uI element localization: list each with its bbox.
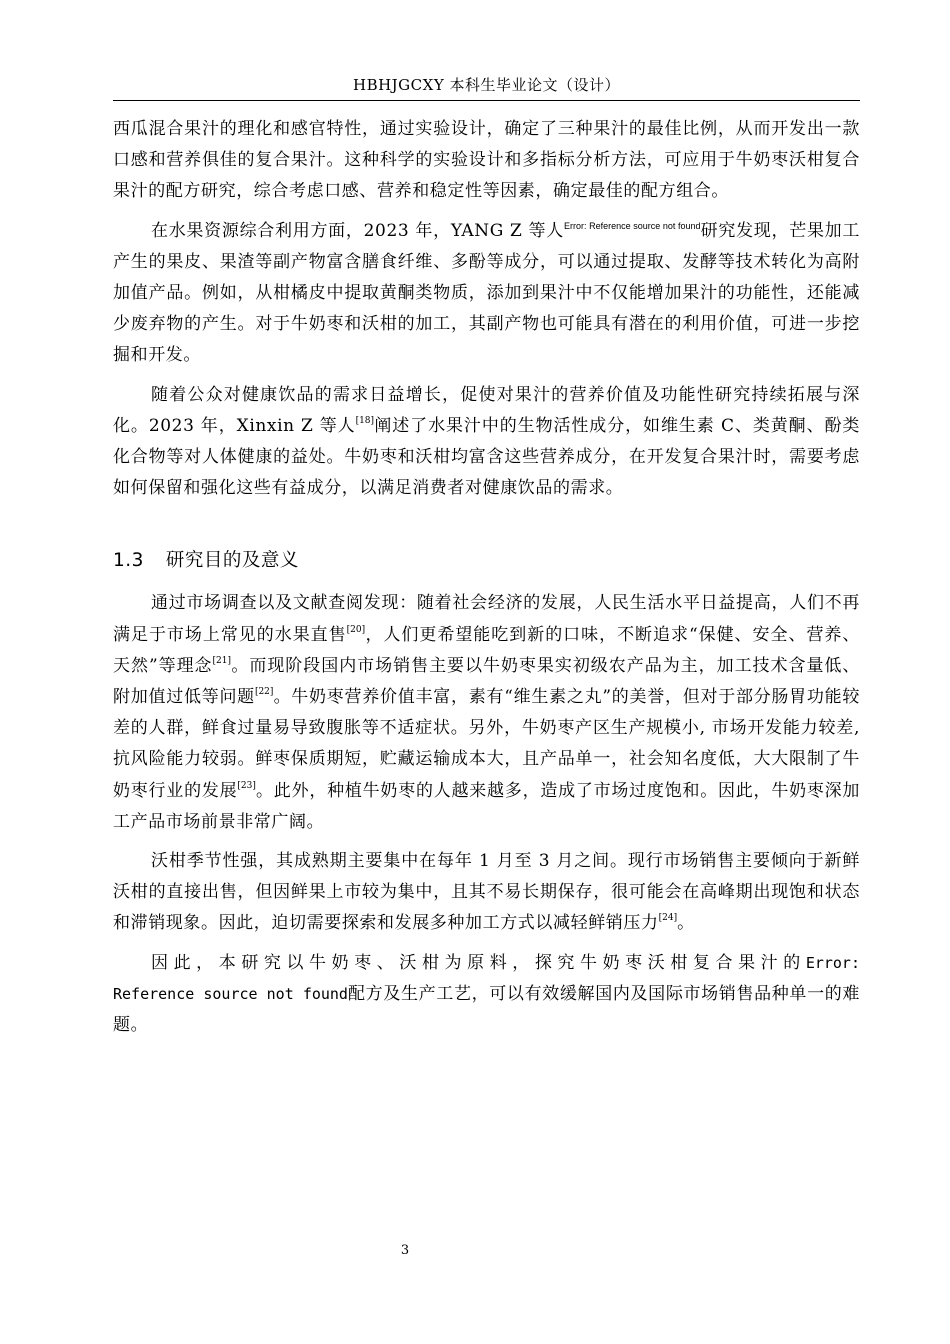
page-body (113, 114, 860, 1041)
section-heading (113, 546, 860, 576)
citation: [18] (355, 415, 375, 426)
paragraph-text: ，人们更希望能吃到新的口味，不断追求“保健、安全、营养、天然”等理念 (113, 624, 860, 676)
section-number: 1.3 (113, 550, 144, 572)
citation: [20] (346, 624, 366, 635)
page-footer (0, 1243, 810, 1258)
paragraph-text: 。此外，种植牛奶枣的人越来越多，造成了市场过度饱和。因此，牛奶枣深加工产品市场前景非常广阔。 (113, 780, 861, 832)
paragraph-resource-utilization (113, 216, 860, 372)
paragraph-text: 通过市场调查以及文献查阅发现：随着社会经济的发展，人民生活水平日益提高，人们不再满足于市场上常见的水果直售 (113, 593, 860, 645)
citation-error: Error: Reference source not found (563, 220, 701, 231)
citation: [24] (658, 913, 678, 924)
paragraph-text: 。而现阶段国内市场销售主要以牛奶枣果实初级农产品为主，加工技术含量低、附加值过低等问题 (113, 655, 861, 708)
paragraph-text: 。牛奶枣营养价值丰富，素有“维生素之丸”的美誉，但对于部分肠胃功能较差的人群，鲜食过量易导致腹胀等不适症状。另外，牛奶枣产区生产规模小, 市场开发能力较差, 抗风险能力较弱。鲜枣保质期短，贮藏运输成本大，且产品单一，社会知名度低，大大限制了牛奶枣行业的发展 (113, 687, 860, 801)
citation: [23] (237, 780, 256, 791)
paragraph-text: 沃柑季节性强，其成熟期主要集中在每年 1 月至 3 月之间。现行市场销售主要倾向于新鲜沃柑的直接出售，但因鲜果上市较为集中，且其不易长期保存，很可能会在高峰期出现饱和状态和滞销现象。因此，迫切需要探索和发展多种加工方式以减轻鲜销压力 (113, 851, 860, 934)
citation-error: Error: Reference source not found (113, 953, 860, 1003)
header-divider (113, 100, 860, 101)
paragraph-text: 因此，本研究以牛奶枣、沃柑为原料，探究牛奶枣沃柑复合果汁的 (151, 952, 806, 973)
paragraph-text: 阐述了水果汁中的生物活性成分，如维生素 C、类黄酮、酚类化合物等对人体健康的益处。牛奶枣和沃柑均富含这些营养成分，在开发复合果汁时，需要考虑如何保留和强化这些有益成分，以满足消费者对健康饮品的需求。 (113, 415, 860, 499)
paragraph-text: 研究发现，芒果加工产生的果皮、果渣等副产物富含膳食纤维、多酚等成分，可以通过提取、发酵等技术转化为高附加值产品。例如，从柑橘皮中提取黄酮类物质，添加到果汁中不仅能增加果汁的功能性，还能减少废弃物的产生。对于牛奶枣和沃柑的加工，其副产物也可能具有潜在的利用价值，可进一步挖掘和开发。 (113, 220, 860, 366)
paragraph-health-drinks (113, 380, 860, 505)
header-title: HBHJGCXY 本科生毕业论文（设计） (352, 76, 620, 94)
page-number: 3 (400, 1243, 410, 1258)
paragraph-research-purpose (113, 948, 860, 1042)
paragraph-text: 。 (677, 913, 695, 934)
paragraph-text: 在水果资源综合利用方面，2023 年，YANG Z 等人 (151, 220, 564, 241)
page-header (113, 74, 860, 96)
paragraph-text: 随着公众对健康饮品的需求日益增长，促使对果汁的营养价值及功能性研究持续拓展与深化。2023 年，Xinxin Z 等人 (113, 384, 860, 436)
section-title: 研究目的及意义 (165, 550, 299, 572)
paragraph-wogan-season (113, 846, 860, 940)
citation: [21] (212, 655, 232, 666)
paragraph-continuation: 西瓜混合果汁的理化和感官特性，通过实验设计，确定了三种果汁的最佳比例，从而开发出一款口感和营养俱佳的复合果汁。这种科学的实验设计和多指标分析方法，可应用于牛奶枣沃柑复合果汁的配方研究，综合考虑口感、营养和稳定性等因素，确定最佳的配方组合。 (113, 119, 860, 202)
citation: [22] (254, 687, 274, 698)
paragraph-market-survey (113, 588, 860, 838)
paragraph-text: 配方及生产工艺，可以有效缓解国内及国际市场销售品种单一的难题。 (113, 983, 860, 1036)
